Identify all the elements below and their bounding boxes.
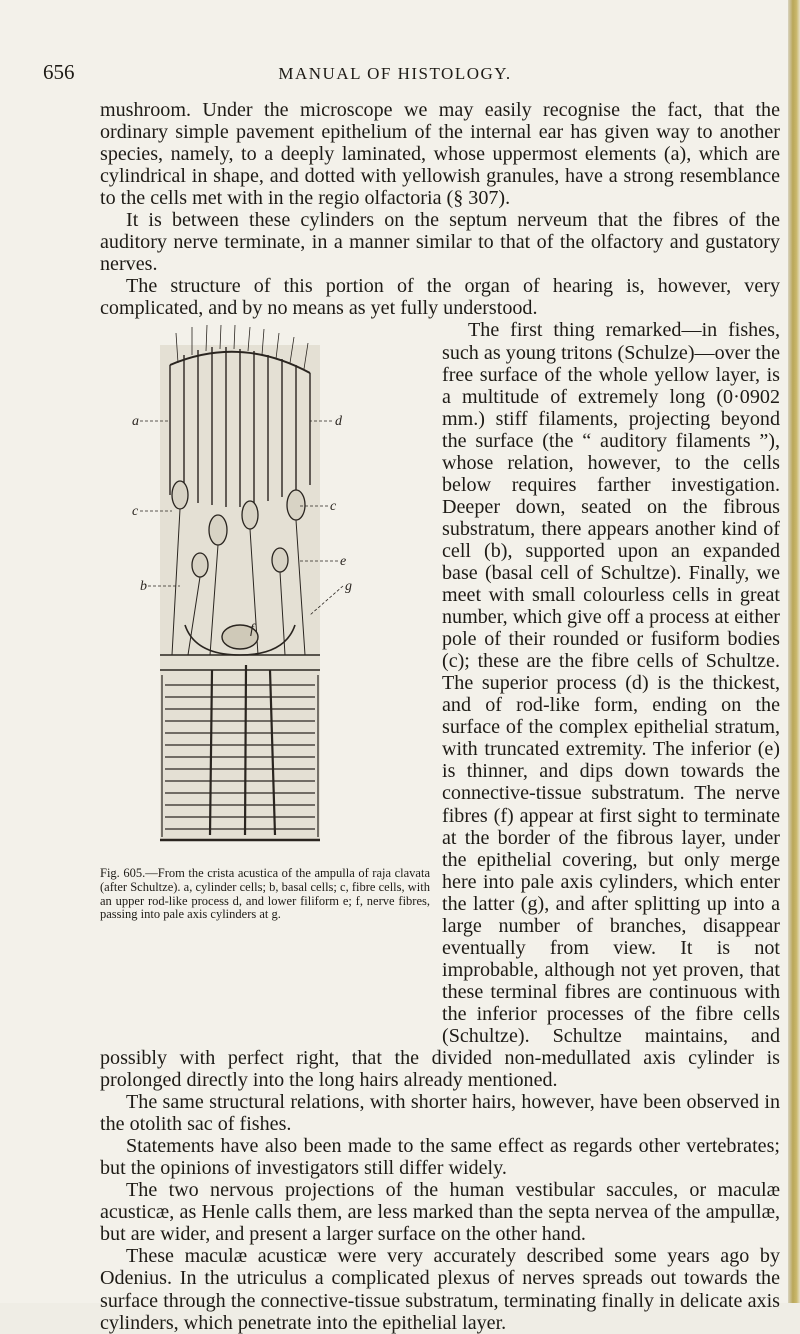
label-g: g — [345, 579, 352, 595]
paragraph-6: Statements have also been made to the same effect as regards other vertebrates; but the opinions of investigators still differ widely. — [100, 1135, 780, 1180]
label-d: d — [335, 414, 342, 430]
paragraph-3: The structure of this portion of the organ of hearing is, however, very complicated, and by no means as yet fully understood. — [100, 275, 780, 320]
label-e: e — [340, 554, 347, 570]
paragraph-1: mushroom. Under the microscope we may easily recognise the fact, that the ordinary simple pavement epithelium of the internal ear has given way to another species, namely, to a deeply laminated, whose uppermost elements (a), which are cylindrical in shape, and dotted with yellowish granules, have a strong resemblance to the cells met with in the regio olfactoria (§ 307). — [100, 99, 780, 210]
paragraph-5: The same structural relations, with shorter hairs, however, have been observed in the otolith sac of fishes. — [100, 1091, 780, 1136]
label-c-right: c — [330, 499, 337, 515]
caption-number: Fig. 605. — [100, 866, 146, 881]
label-a: a — [132, 414, 139, 430]
histology-illustration — [100, 325, 430, 865]
running-head: MANUAL OF HISTOLOGY. — [278, 64, 512, 83]
paragraph-4: The first thing remarked—in fishes, such as young tritons (Schulze)—over the free surface of the whole yellow layer, is a multitude of extremely long (0·0902 mm.) stiff filaments, projecting beyond the surface (the “ auditory filaments ”), whose relation, however, to the cells below requires farther investigation. Deeper down, seated on the fibrous substratum, there appears another kind of cell (b), supported upon an expanded base (basal cell of Schultze). Finally, we meet with small colourless cells in great number, which give off a process at either pole of their rounded or fusiform bodies (c); these are the fibre cells of Schultze. The superior process (d) is the thickest, and of rod-like form, ending on the surface of the complex epithelial stratum, with truncated extremity. The inferior (e) is thinner, and dips down towards the connective-tissue substratum. The nerve fibres (f) appear at first sight to terminate at the border of the fibrous layer, under the epithelial covering, but only merge here into pale axis cylinders, which enter the latter (g), and after splitting up into a large number of branches, disappear eventually from view. It is not improbable, although not yet proven, that these terminal fibres are continuous with the inferior processes of the fibre cells (Schultze). Schultze maintains, and possibly with perfect right, that the divided non-medullated axis cylinder is prolonged directly into the long hairs already mentioned. — [100, 319, 780, 1092]
label-c-left: c — [132, 504, 139, 520]
body-text — [100, 99, 780, 1334]
figure-605 — [100, 325, 430, 1025]
paragraph-8: These maculæ acusticæ were very accurately described some years ago by Odenius. In the utriculus a complicated plexus of nerves spreads out towards the surface through the connective-tissue substratum, terminating finally in delicate axis cylinders, which penetrate into the epithelial layer. — [100, 1245, 780, 1334]
paragraph-7: The two nervous projections of the human vestibular saccules, or maculæ acusticæ, as Henle calls them, are less marked than the septa nervea of the ampullæ, but are wider, and present a larger surface on the other hand. — [100, 1179, 780, 1246]
label-b: b — [140, 579, 147, 595]
figure-caption — [100, 867, 430, 921]
cell-drawing — [160, 325, 320, 840]
page-edge — [788, 0, 800, 1303]
page-number: 656 — [43, 60, 75, 84]
paragraph-2: It is between these cylinders on the septum nerveum that the fibres of the auditory nerve terminate, in a manner similar to that of the olfactory and gustatory nerves. — [100, 209, 780, 276]
label-f: f — [250, 622, 254, 638]
caption-text: —From the crista acustica of the ampulla of raja clavata (after Schultze). a, cylinder cells; b, basal cells; c, fibre cells, with an upper rod-like process d, and lower filiform e; f, nerve fibres, passing into pale axis cylinders at g. — [100, 866, 430, 922]
